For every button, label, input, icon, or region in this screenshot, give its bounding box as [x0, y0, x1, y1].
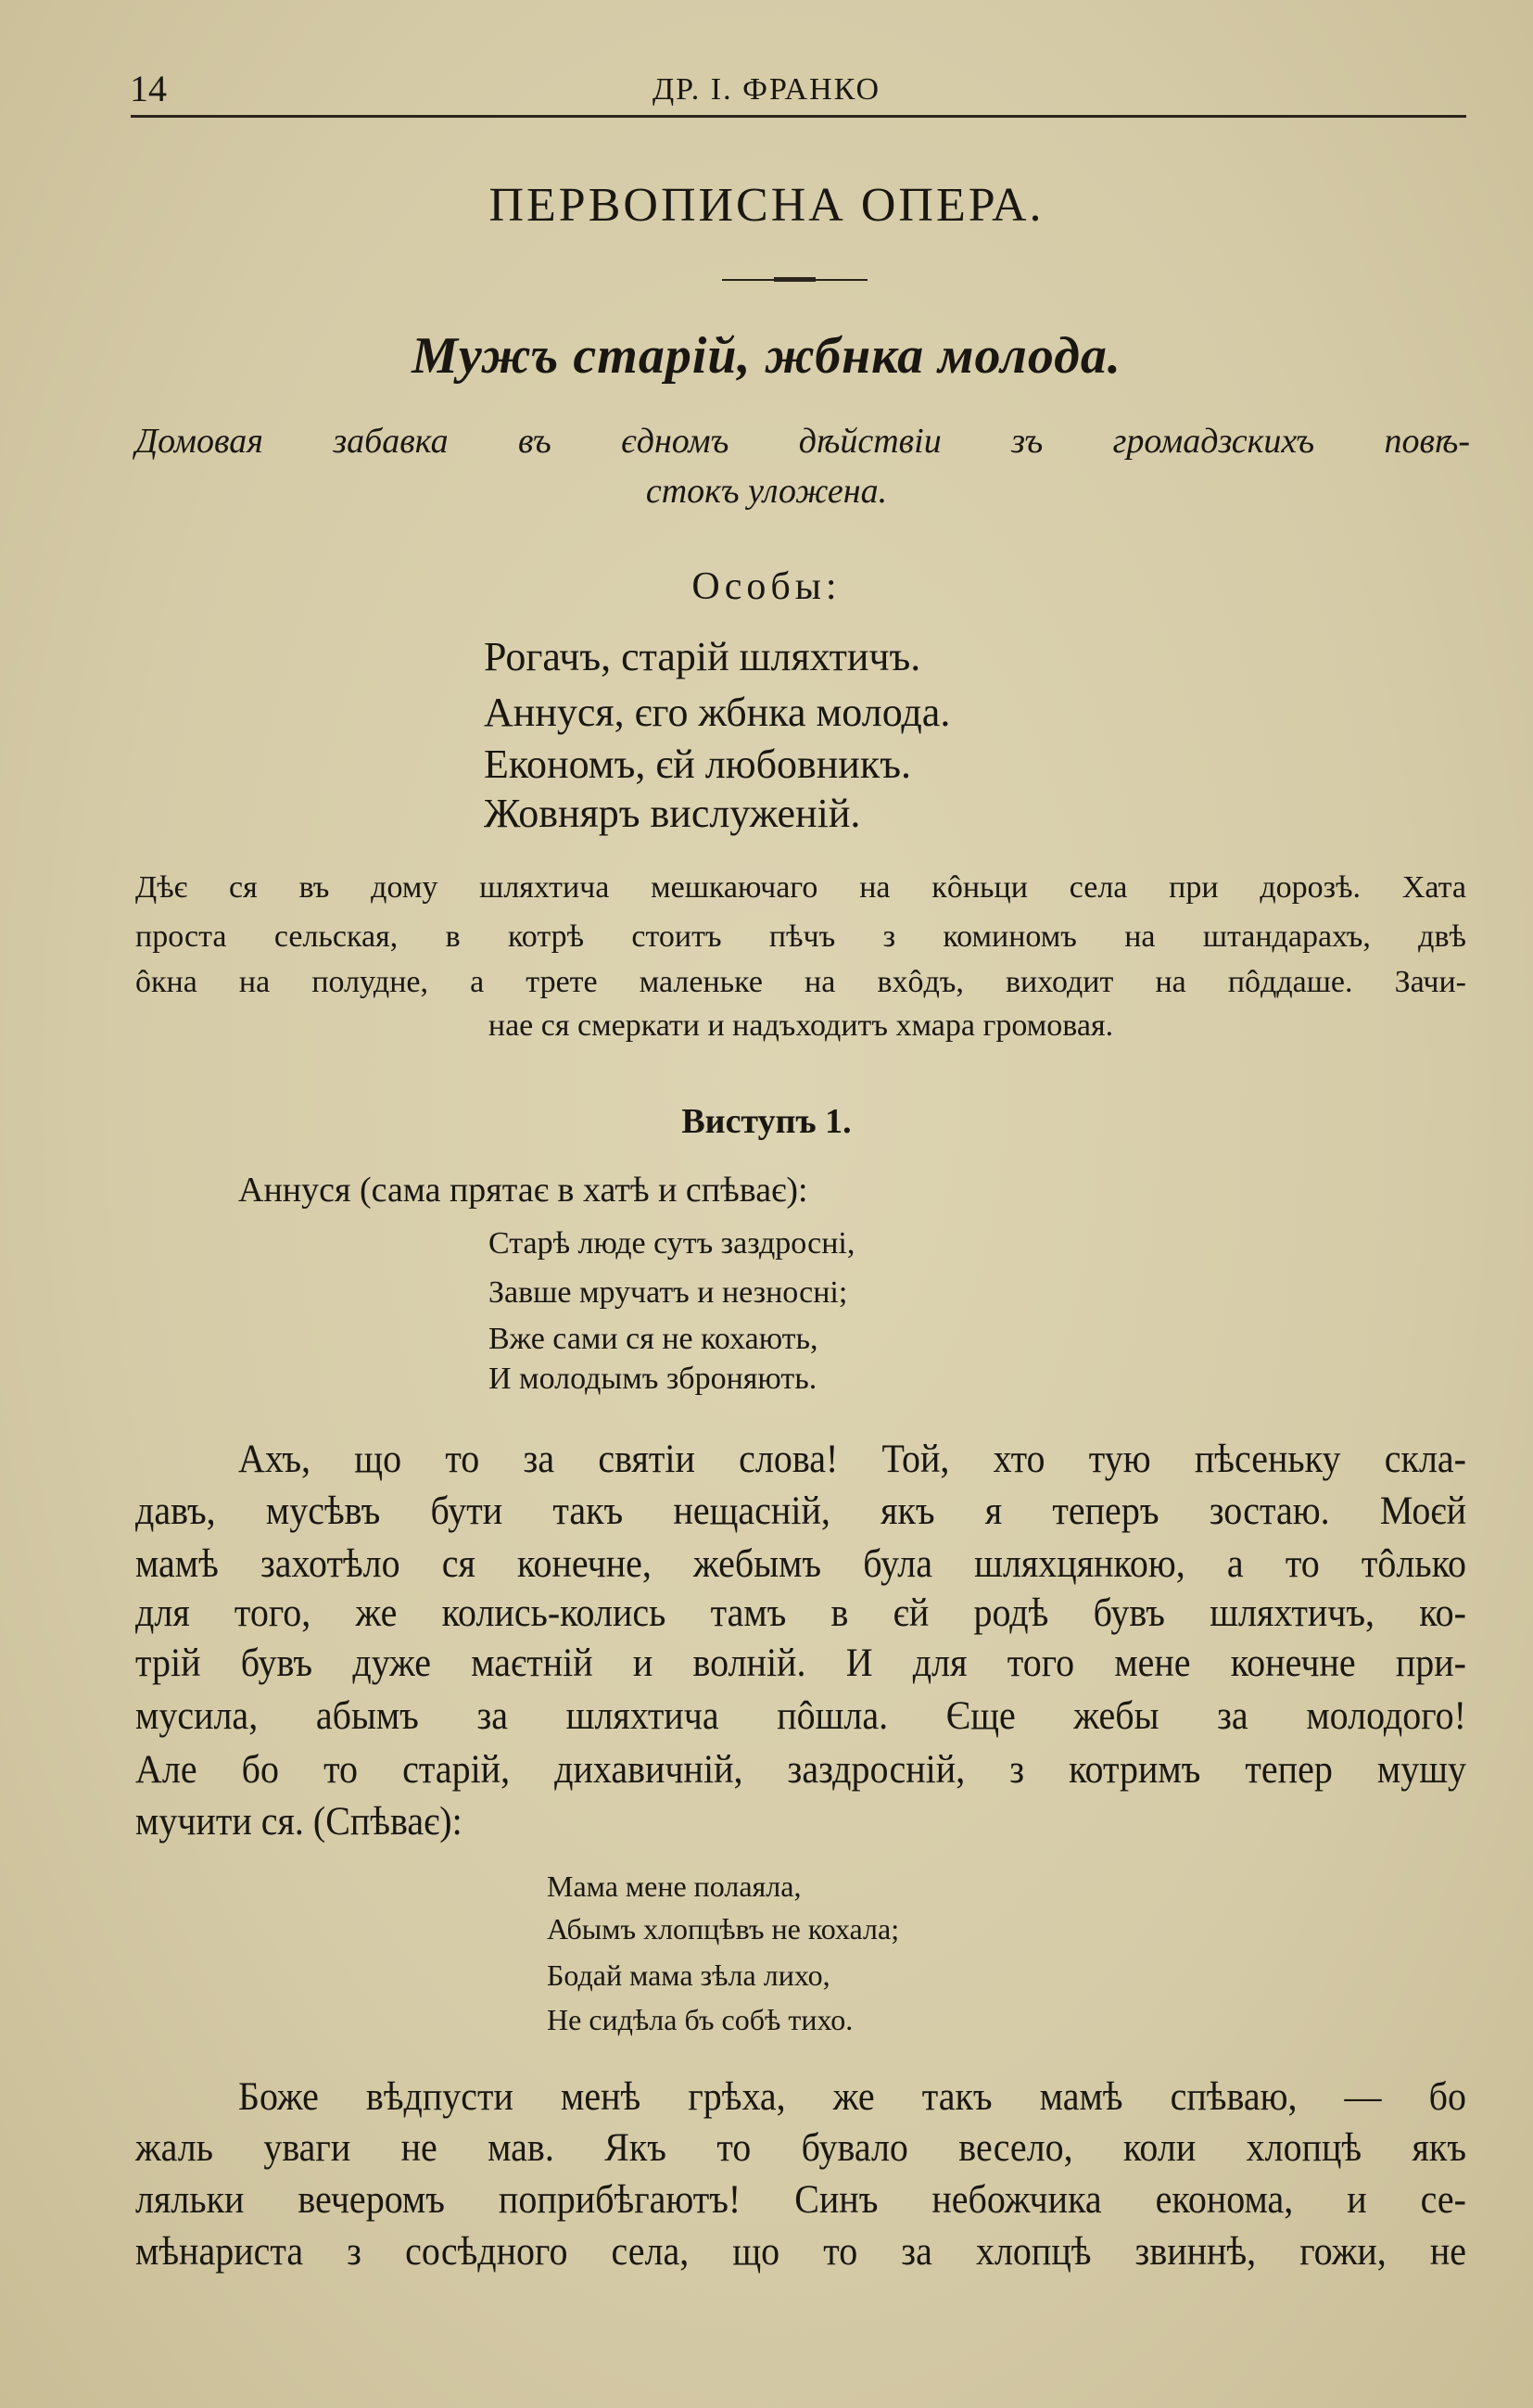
title-divider-center: [774, 277, 816, 282]
cast-item: Жовняръ вислуженій.: [484, 791, 861, 836]
speaker-line: Аннуся (сама прятає в хатѣ и спѣває):: [238, 1171, 808, 1210]
song-line: И молодымъ зброняють.: [488, 1362, 817, 1396]
paragraph-line: жаль уваги не мав. Якъ то бувало весело, коли хлопцѣ якъ: [135, 2124, 1466, 2170]
header-rule: [131, 115, 1466, 118]
cast-item: Аннуся, єго жбнка молода.: [484, 690, 951, 735]
song-line: Старѣ люде сутъ заздросні,: [488, 1226, 855, 1261]
paragraph-line: мучити ся. (Спѣває):: [135, 1798, 462, 1844]
cast-heading: Особы:: [691, 565, 842, 608]
song-line: Абымъ хлопцѣвъ не кохала;: [547, 1912, 900, 1945]
song-line: Не сидѣла бъ собѣ тихо.: [547, 2003, 854, 2036]
subtitle-line: стокъ уложена.: [645, 472, 888, 511]
paragraph-line: давъ, мусѣвъ бути такъ нещасній, якъ я теперъ зостаю. Моєй: [135, 1488, 1466, 1533]
stage-direction-line: проста сельская, в котрѣ стоитъ пѣчъ з коминомъ на штандарахъ, двѣ: [135, 919, 1466, 954]
stage-direction-line: ôкна на полудне, а трете маленьке на вхôдъ, виходит на пôддаше. Зачи-: [135, 965, 1466, 999]
stage-direction-line: нае ся смеркати и надъходитъ хмара громовая.: [488, 1008, 1114, 1043]
cast-item: Економъ, єй любовникъ.: [484, 741, 911, 787]
paragraph-line: мѣнариста з сосѣдного села, що то за хлопцѣ звиннѣ, гожи, не: [135, 2228, 1466, 2274]
play-title: Мужъ старій, жбнка молода.: [412, 327, 1121, 385]
stage-direction-line: Дѣє ся въ дому шляхтича мешкаючаго на кôньци села при дорозѣ. Хата: [135, 870, 1466, 905]
running-title: ДР. І. ФРАНКО: [652, 72, 881, 107]
paragraph-line: Боже вѣдпусти менѣ грѣха, же такъ мамѣ спѣваю, — бо: [238, 2073, 1466, 2119]
paragraph-line: Ахъ, що то за святіи слова! Той, хто тую пѣсеньку скла-: [238, 1436, 1466, 1481]
song-line: Бодай мама зѣла лихо,: [547, 1958, 830, 1992]
subtitle-line: Домовая забавка въ єдномъ дѣйствіи зъ громадзскихъ повѣ-: [135, 422, 1470, 461]
paragraph-line: мусила, абымъ за шляхтича пôшла. Єще жебы за молодого!: [135, 1692, 1466, 1738]
paragraph-line: мамѣ захотѣло ся конечне, жебымъ була шляхцянкою, а то тôлько: [135, 1540, 1466, 1586]
scene-heading: Виступъ 1.: [681, 1102, 852, 1141]
page-number: 14: [130, 68, 167, 109]
song-line: Завше мручатъ и незносні;: [488, 1275, 848, 1310]
song-line: Вже сами ся не кохають,: [488, 1322, 818, 1356]
paragraph-line: трій бувъ дуже маєтній и волній. И для того мене конечне при-: [135, 1640, 1466, 1685]
cast-item: Рогачъ, старій шляхтичъ.: [484, 634, 921, 679]
song-line: Мама мене полаяла,: [547, 1869, 802, 1903]
paragraph-line: для того, же колись-колись тамъ в єй родѣ бувъ шляхтичъ, ко-: [135, 1590, 1466, 1635]
page-title: ПЕРВОПИСНА ОПЕРА.: [488, 179, 1045, 232]
paragraph-line: Але бо то старій, дихавичній, заздросній, з котримъ тепер мушу: [135, 1746, 1466, 1792]
paragraph-line: ляльки вечеромъ поприбѣгаютъ! Синъ небожчика економа, и се-: [135, 2176, 1466, 2222]
